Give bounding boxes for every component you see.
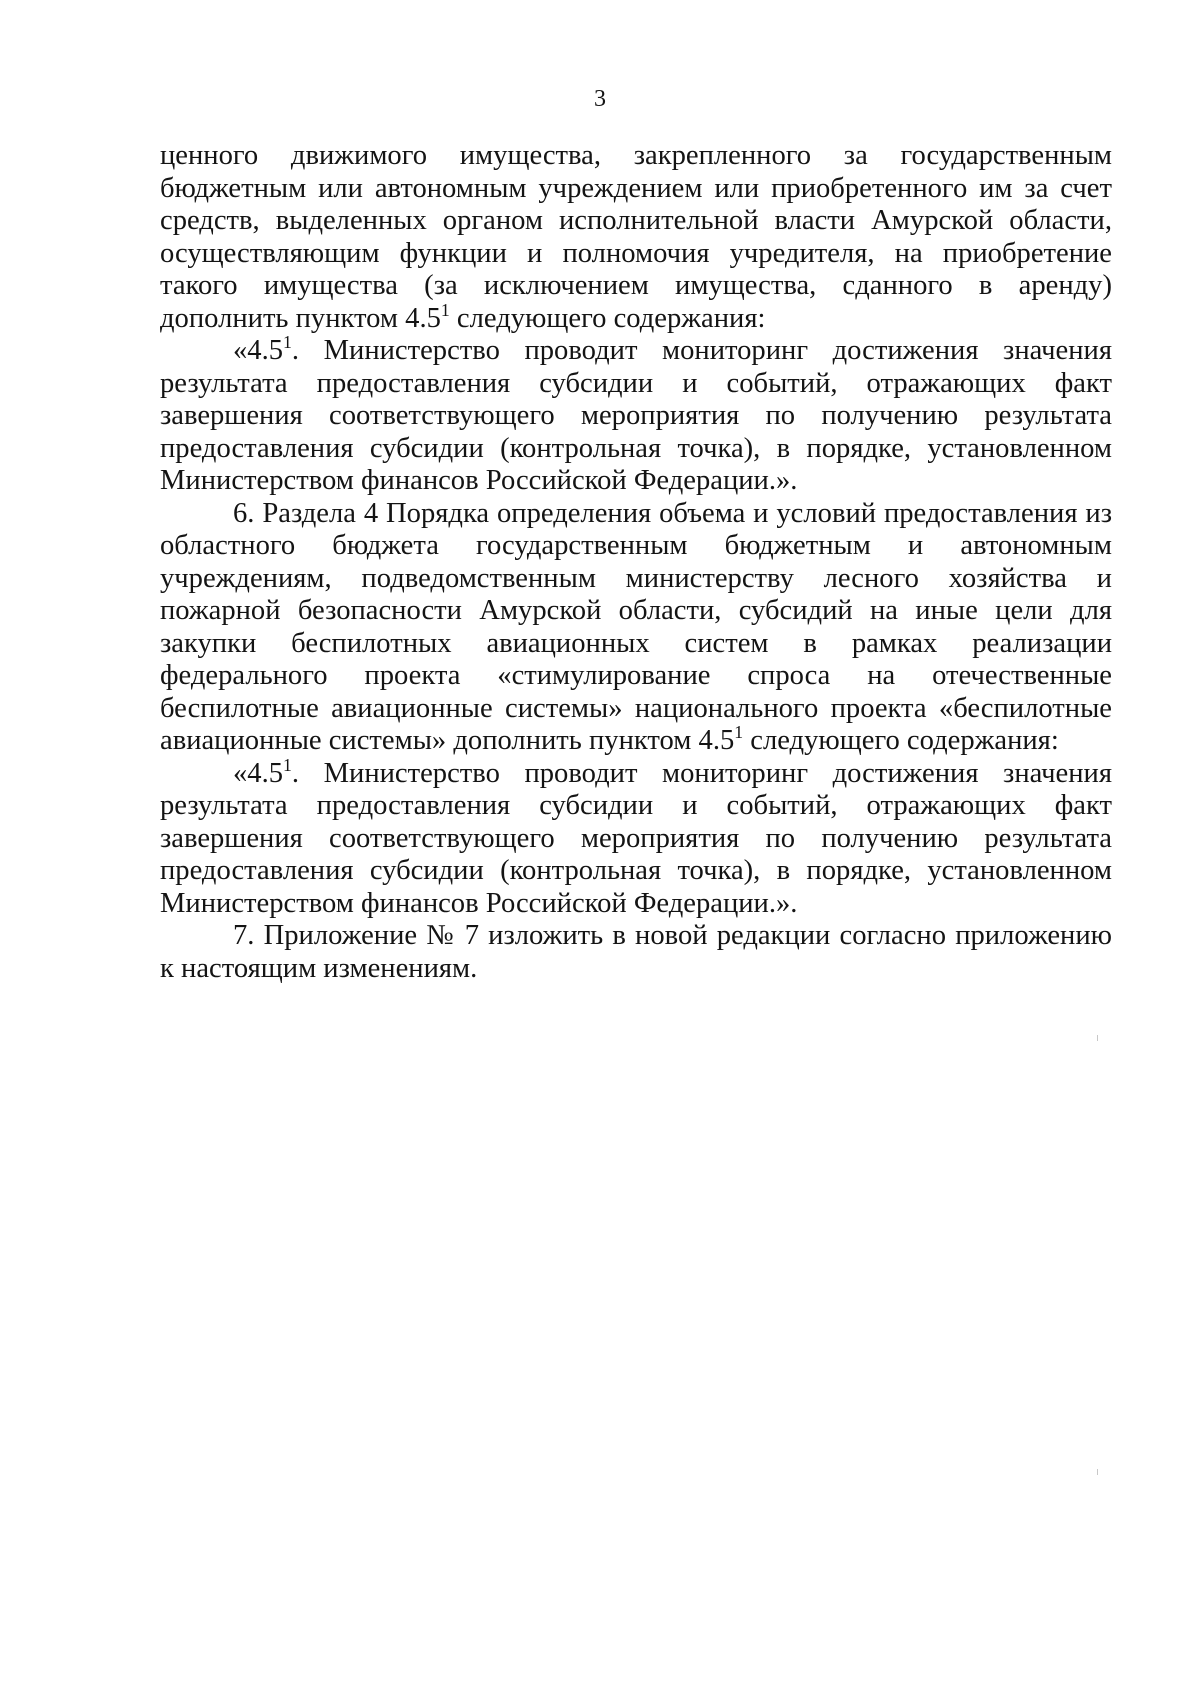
page-number: 3 xyxy=(594,86,606,112)
superscript: 1 xyxy=(283,754,292,775)
paragraph-text: ценного движимого имущества, закрепленного за государственным бюджетным или автономным учреждением или приобретенного им за счет средств, выделенных органом исполнительной власти Амурской области, осуществляющим функции и полномочия учредителя, на приобретение такого имущества (за исключением имущества, сданного в аренду) дополнить пунктом 4.5 xyxy=(160,140,1112,334)
superscript: 1 xyxy=(440,299,450,320)
paragraph-item-6 xyxy=(160,498,1112,758)
superscript: 1 xyxy=(734,722,744,743)
paragraph-clause-4-5-1 xyxy=(160,332,1112,498)
paragraph-text: . Министерство проводит мониторинг достижения значения результата предоставления субсидии и событий, отражающих факт завершения соответствующего мероприятия по получению результата предоставления субсидии (контрольная точка), в порядке, установленном Министерством финансов Российской Федерации.». xyxy=(160,335,1112,496)
paragraph-tail: следующего содержания: xyxy=(743,725,1059,756)
paragraph-tail: следующего содержания: xyxy=(449,302,766,334)
paragraph-continuation xyxy=(160,140,1112,335)
scan-artifact xyxy=(1097,1469,1098,1475)
paragraph-item-7 xyxy=(160,920,1112,985)
paragraph-text: 6. Раздела 4 Порядка определения объема и условий предоставления из областного бюджета государственным бюджетным и автономным учреждениям, подведомственным министерству лесного хозяйства и пожарной безопасности Амурской области, субсидий на иные цели для закупки беспилотных авиационных систем в рамках реализации федерального проекта «стимулирование спроса на отечественные беспилотные авиационные системы» национального проекта «беспилотные авиационные системы» дополнить пунктом 4.5 xyxy=(160,497,1112,756)
paragraph-text: . Министерство проводит мониторинг достижения значения результата предоставления субсидии и событий, отражающих факт завершения соответствующего мероприятия по получению результата предоставления субсидии (контрольная точка), в порядке, установленном Министерством финансов Российской Федерации.». xyxy=(160,757,1112,919)
superscript: 1 xyxy=(283,332,292,353)
paragraph-clause-4-5-1 xyxy=(160,754,1112,921)
paragraph-text: 7. Приложение № 7 изложить в новой редакции согласно приложению к настоящим изменениям. xyxy=(160,920,1112,984)
clause-number: «4.5 xyxy=(233,757,284,789)
clause-number: «4.5 xyxy=(233,335,284,366)
document-body xyxy=(160,140,1112,985)
scan-artifact xyxy=(1097,1035,1098,1041)
